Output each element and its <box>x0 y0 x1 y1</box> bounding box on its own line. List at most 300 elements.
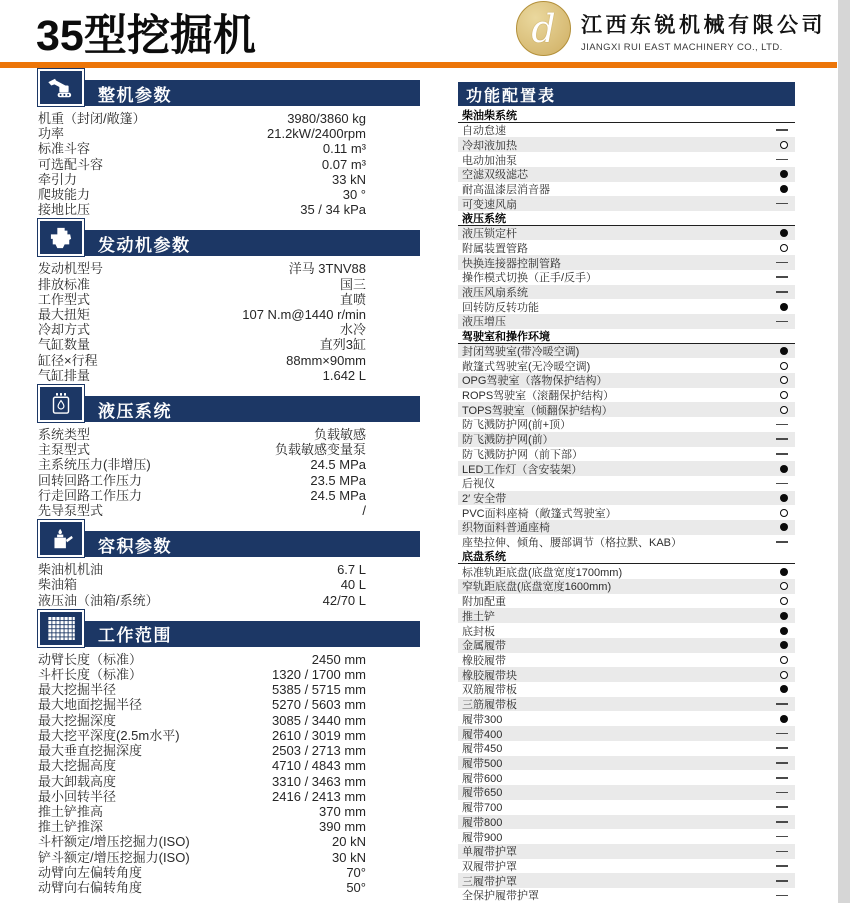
config-row <box>458 653 795 668</box>
spec-label: 推土铲推高 <box>38 803 104 819</box>
spec-label: 行走回路工作压力 <box>38 487 143 503</box>
spec-section <box>38 80 420 217</box>
dash-availability-symbol <box>776 747 788 749</box>
config-row <box>458 520 795 535</box>
config-section-row <box>458 211 795 226</box>
config-item-label: 双筋履带板 <box>462 684 517 697</box>
config-row <box>458 859 795 874</box>
open-availability-symbol <box>780 597 788 605</box>
section-header-bar <box>38 621 420 647</box>
config-row <box>458 417 795 432</box>
config-item-label: 履带650 <box>462 787 503 800</box>
spec-value: 2450 mm <box>311 651 366 667</box>
spec-value: 1320 / 1700 mm <box>272 667 366 683</box>
logo-letter: d <box>531 6 556 51</box>
spec-sections-column <box>38 80 420 895</box>
spec-label: 最大挖掘深度 <box>38 712 117 728</box>
filled-availability-symbol <box>780 685 788 693</box>
spec-value: 0.11 m³ <box>322 141 366 157</box>
spec-label: 气缸排量 <box>38 367 91 383</box>
section-title: 整机参数 <box>98 85 172 105</box>
dash-availability-symbol <box>776 203 788 205</box>
spec-value: 50° <box>346 879 366 895</box>
section-rows <box>38 557 420 608</box>
spec-label: 动臂向右偏转角度 <box>38 879 143 895</box>
spec-label: 推土铲推深 <box>38 819 104 835</box>
filled-availability-symbol <box>780 465 788 473</box>
spec-label: 动臂向左偏转角度 <box>38 864 143 880</box>
filled-availability-symbol <box>780 494 788 502</box>
config-item-label: 自动怠速 <box>462 125 506 138</box>
config-row <box>458 137 795 152</box>
spec-value: 88mm×90mm <box>286 352 366 368</box>
spec-value: 35 / 34 kPa <box>300 202 366 218</box>
config-item-label: TOPS驾驶室（倾翻保护结构） <box>462 404 613 417</box>
spec-value: 30 kN <box>332 849 366 865</box>
config-row <box>458 697 795 712</box>
config-item-label: 空滤双级滤芯 <box>462 169 528 182</box>
config-item-label: 单履带护罩 <box>462 846 517 859</box>
spec-value: 30 ° <box>342 187 366 203</box>
dash-availability-symbol <box>776 262 788 264</box>
spec-row <box>38 427 420 442</box>
config-item-label: 履带800 <box>462 816 503 829</box>
spec-label: 最大垂直挖掘深度 <box>38 743 143 759</box>
config-table-title: 功能配置表 <box>466 87 557 105</box>
dash-availability-symbol <box>776 733 788 735</box>
config-section-label: 液压系统 <box>462 212 506 225</box>
spec-value: 70° <box>346 864 366 880</box>
spec-label: 柴油箱 <box>38 577 78 593</box>
spec-row <box>38 743 420 758</box>
filled-availability-symbol <box>780 347 788 355</box>
spec-value: 国三 <box>339 276 366 292</box>
spec-value: 水冷 <box>339 322 366 338</box>
spec-value: 0.07 m³ <box>321 156 366 172</box>
spec-value: 6.7 L <box>337 562 366 578</box>
spec-label: 铲斗额定/增压挖掘力(ISO) <box>38 849 190 865</box>
open-availability-symbol <box>780 509 788 517</box>
spec-row <box>38 141 420 156</box>
config-row <box>458 594 795 609</box>
config-row <box>458 491 795 506</box>
spec-label: 最大卸载高度 <box>38 773 117 789</box>
config-row <box>458 726 795 741</box>
spec-label: 气缸数量 <box>38 337 91 353</box>
spec-row <box>38 865 420 880</box>
spec-value: 390 mm <box>319 819 366 835</box>
spec-row <box>38 774 420 789</box>
config-row <box>458 314 795 329</box>
config-section-label: 驾驶室和操作环境 <box>462 330 550 343</box>
spec-row <box>38 126 420 141</box>
config-row <box>458 829 795 844</box>
open-availability-symbol <box>780 141 788 149</box>
spec-row <box>38 804 420 819</box>
config-row <box>458 800 795 815</box>
config-row <box>458 711 795 726</box>
config-row <box>458 505 795 520</box>
dash-availability-symbol <box>776 321 788 323</box>
config-item-label: 三履带护罩 <box>462 875 517 888</box>
config-item-label: 座垫拉伸、倾角、腰部调节（格拉默、KAB） <box>462 537 683 550</box>
config-item-label: 电动加油泵 <box>462 154 517 167</box>
config-row <box>458 564 795 579</box>
config-row <box>458 623 795 638</box>
section-title: 工作范围 <box>98 626 172 646</box>
spec-row <box>38 758 420 773</box>
config-row <box>458 285 795 300</box>
spec-label: 冷却方式 <box>38 322 91 338</box>
config-row <box>458 638 795 653</box>
dash-availability-symbol <box>776 438 788 440</box>
spec-row <box>38 261 420 276</box>
filled-availability-symbol <box>780 612 788 620</box>
spec-value: 20 kN <box>332 834 366 850</box>
spec-row <box>38 789 420 804</box>
config-item-label: 耐高温漆层消音器 <box>462 183 550 196</box>
open-availability-symbol <box>780 656 788 664</box>
config-section-row <box>458 329 795 344</box>
config-row <box>458 888 795 903</box>
dash-availability-symbol <box>776 424 788 426</box>
config-item-label: 底封板 <box>462 625 495 638</box>
spec-row <box>38 577 420 592</box>
config-item-label: 液压增压 <box>462 316 506 329</box>
spec-label: 主系统压力(非增压) <box>38 457 151 473</box>
dash-availability-symbol <box>776 291 788 293</box>
spec-value: 2416 / 2413 mm <box>272 788 366 804</box>
section-title: 容积参数 <box>98 536 172 556</box>
config-row <box>458 196 795 211</box>
config-row <box>458 770 795 785</box>
config-row <box>458 741 795 756</box>
filled-availability-symbol <box>780 303 788 311</box>
company-logo <box>516 1 571 56</box>
spec-row <box>38 473 420 488</box>
spec-row <box>38 337 420 352</box>
section-rows <box>38 422 420 518</box>
config-row <box>458 535 795 550</box>
dash-availability-symbol <box>776 806 788 808</box>
spec-row <box>38 667 420 682</box>
dash-availability-symbol <box>776 880 788 882</box>
config-item-label: 双履带护罩 <box>462 861 517 874</box>
spec-section <box>38 621 420 895</box>
spec-label: 柴油机机油 <box>38 562 104 578</box>
dash-availability-symbol <box>776 777 788 779</box>
config-row <box>458 432 795 447</box>
dash-availability-symbol <box>776 703 788 705</box>
spec-label: 发动机型号 <box>38 261 104 277</box>
spec-row <box>38 111 420 126</box>
config-item-label: 履带600 <box>462 772 503 785</box>
config-row <box>458 785 795 800</box>
config-row <box>458 388 795 403</box>
brand-text <box>581 5 826 53</box>
spec-row <box>38 834 420 849</box>
open-availability-symbol <box>780 376 788 384</box>
config-row <box>458 815 795 830</box>
open-availability-symbol <box>780 582 788 590</box>
config-row <box>458 152 795 167</box>
filled-availability-symbol <box>780 715 788 723</box>
spec-label: 牵引力 <box>38 171 78 187</box>
spec-row <box>38 880 420 895</box>
filled-availability-symbol <box>780 523 788 531</box>
config-item-label: 履带700 <box>462 802 503 815</box>
excavator-icon <box>38 69 84 106</box>
spec-row <box>38 353 420 368</box>
config-item-label: 标准轨距底盘(底盘宽度1700mm) <box>462 566 623 579</box>
config-table-column <box>458 82 795 903</box>
filled-availability-symbol <box>780 568 788 576</box>
dash-availability-symbol <box>776 276 788 278</box>
spec-value: 3085 / 3440 mm <box>272 712 366 728</box>
spec-row <box>38 277 420 292</box>
config-item-label: 快换连接器控制管路 <box>462 257 561 270</box>
config-row <box>458 402 795 417</box>
spec-row <box>38 457 420 472</box>
config-row <box>458 299 795 314</box>
spec-label: 排放标准 <box>38 276 91 292</box>
config-item-label: LED工作灯（含安装架） <box>462 463 583 476</box>
config-item-label: 窄轨距底盘(底盘宽度1600mm) <box>462 581 612 594</box>
config-item-label: 全保护履带护罩 <box>462 890 539 903</box>
config-row <box>458 476 795 491</box>
spec-value: 40 L <box>340 577 366 593</box>
spec-label: 可选配斗容 <box>38 156 104 172</box>
spec-value: 5270 / 5603 mm <box>272 697 366 713</box>
spec-row <box>38 488 420 503</box>
spec-label: 最大挖掘高度 <box>38 758 117 774</box>
open-availability-symbol <box>780 244 788 252</box>
config-row <box>458 447 795 462</box>
config-item-label: 履带300 <box>462 713 503 726</box>
spec-row <box>38 442 420 457</box>
spec-row <box>38 850 420 865</box>
config-item-label: 封闭驾驶室(带冷暖空调) <box>462 345 580 358</box>
config-item-label: OPG驾驶室（落物保护结构） <box>462 375 608 388</box>
spec-label: 机重（封闭/敞篷） <box>38 111 146 126</box>
config-item-label: 冷却液加热 <box>462 139 517 152</box>
spec-value: 107 N.m@1440 r/min <box>242 307 366 323</box>
config-row <box>458 844 795 859</box>
section-title: 发动机参数 <box>98 235 191 255</box>
spec-section <box>38 230 420 383</box>
config-table-header-bar <box>458 82 795 106</box>
config-item-label: 织物面料普通座椅 <box>462 522 550 535</box>
spec-label: 液压油（油箱/系统） <box>38 592 159 608</box>
engine-icon <box>38 219 84 256</box>
dash-availability-symbol <box>776 483 788 485</box>
spec-label: 爬坡能力 <box>38 187 91 203</box>
config-row <box>458 461 795 476</box>
spec-label: 系统类型 <box>38 427 91 443</box>
config-row <box>458 873 795 888</box>
spec-value: 23.5 MPa <box>310 472 366 488</box>
config-item-label: 履带400 <box>462 728 503 741</box>
config-section-row <box>458 550 795 565</box>
config-row <box>458 123 795 138</box>
config-row <box>458 358 795 373</box>
spec-row <box>38 368 420 383</box>
config-row <box>458 270 795 285</box>
spec-label: 缸径×行程 <box>38 352 98 368</box>
spec-row <box>38 593 420 608</box>
filled-availability-symbol <box>780 185 788 193</box>
config-row <box>458 608 795 623</box>
config-row <box>458 226 795 241</box>
filled-availability-symbol <box>780 641 788 649</box>
config-item-label: PVC面料座椅（敞篷式驾驶室） <box>462 507 617 520</box>
spec-row <box>38 728 420 743</box>
spec-label: 动臂长度（标准） <box>38 651 143 667</box>
spec-value: 负载敏感变量泵 <box>274 442 366 458</box>
section-header-bar <box>38 230 420 256</box>
spec-value: 2610 / 3019 mm <box>272 727 366 743</box>
config-row <box>458 182 795 197</box>
config-row <box>458 579 795 594</box>
spec-value: 33 kN <box>332 171 366 187</box>
config-row <box>458 167 795 182</box>
spec-label: 主泵型式 <box>38 442 91 458</box>
config-item-label: 2′ 安全带 <box>462 493 507 506</box>
spec-label: 工作型式 <box>38 291 91 307</box>
spec-value: 5385 / 5715 mm <box>272 682 366 698</box>
config-item-label: 橡胶履带 <box>462 654 506 667</box>
config-row <box>458 344 795 359</box>
dash-availability-symbol <box>776 541 788 543</box>
config-item-label: 附属装置管路 <box>462 242 528 255</box>
spec-label: 先导泵型式 <box>38 503 104 519</box>
spec-label: 斗杆长度（标准） <box>38 667 143 683</box>
dash-availability-symbol <box>776 762 788 764</box>
dash-availability-symbol <box>776 851 788 853</box>
config-row <box>458 373 795 388</box>
config-row <box>458 682 795 697</box>
page-edge-strip <box>838 0 850 903</box>
config-item-label: ROPS驾驶室（滚翻保护结构） <box>462 390 615 403</box>
spec-value: 42/70 L <box>322 592 366 608</box>
spec-value: 3310 / 3463 mm <box>272 773 366 789</box>
open-availability-symbol <box>780 671 788 679</box>
config-section-label: 柴油柴系统 <box>462 109 517 122</box>
spec-row <box>38 503 420 518</box>
config-item-label: 防飞溅防护网（前下部） <box>462 448 583 461</box>
config-item-label: 回转防反转功能 <box>462 301 539 314</box>
spec-label: 回转回路工作压力 <box>38 472 143 488</box>
section-header-bar <box>38 80 420 106</box>
config-section-row <box>458 108 795 123</box>
company-name-cn: 江西东锐机械有限公司 <box>581 13 826 37</box>
config-item-label: 可变速风扇 <box>462 198 517 211</box>
spec-row <box>38 187 420 202</box>
spec-row <box>38 713 420 728</box>
spec-label: 最大地面挖掘半径 <box>38 697 143 713</box>
spec-label: 最大扭矩 <box>38 307 91 323</box>
spec-value: 4710 / 4843 mm <box>272 758 366 774</box>
spec-row <box>38 562 420 577</box>
config-item-label: 橡胶履带块 <box>462 669 517 682</box>
config-item-label: 操作模式切换（正手/反手） <box>462 272 598 285</box>
spec-value: 21.2kW/2400rpm <box>267 126 366 142</box>
dash-availability-symbol <box>776 159 788 161</box>
oilcan-icon <box>38 520 84 557</box>
spec-label: 斗杆额定/增压挖掘力(ISO) <box>38 834 190 850</box>
spec-value: 2503 / 2713 mm <box>272 743 366 759</box>
section-rows <box>38 256 420 383</box>
config-table-rows <box>458 108 795 903</box>
spec-value: 洋马 3TNV88 <box>288 261 366 277</box>
spec-label: 功率 <box>38 126 65 142</box>
spec-value: 直列3缸 <box>319 337 366 353</box>
open-availability-symbol <box>780 391 788 399</box>
spec-row <box>38 157 420 172</box>
dash-availability-symbol <box>776 129 788 131</box>
brand-block <box>516 1 826 56</box>
dash-availability-symbol <box>776 792 788 794</box>
spec-value: 1.642 L <box>322 367 366 383</box>
spec-row <box>38 202 420 217</box>
spec-section <box>38 396 420 518</box>
spec-label: 标准斗容 <box>38 141 91 157</box>
config-item-label: 后视仪 <box>462 478 495 491</box>
config-row <box>458 240 795 255</box>
config-item-label: 履带450 <box>462 743 503 756</box>
config-section-label: 底盘系统 <box>462 551 506 564</box>
section-rows <box>38 647 420 895</box>
section-header-bar <box>38 396 420 422</box>
spec-label: 最小回转半径 <box>38 788 117 804</box>
dash-availability-symbol <box>776 895 788 897</box>
config-item-label: 推土铲 <box>462 610 495 623</box>
spec-row <box>38 819 420 834</box>
dash-availability-symbol <box>776 865 788 867</box>
spec-row <box>38 697 420 712</box>
spec-value: 24.5 MPa <box>310 457 366 473</box>
spec-value: 3980/3860 kg <box>287 111 366 126</box>
spec-row <box>38 322 420 337</box>
filled-availability-symbol <box>780 170 788 178</box>
spec-label: 最大挖平深度(2.5m水平) <box>38 727 180 743</box>
dash-availability-symbol <box>776 453 788 455</box>
spec-value: 负载敏感 <box>313 427 366 443</box>
config-item-label: 履带500 <box>462 757 503 770</box>
section-title: 液压系统 <box>98 401 172 421</box>
open-availability-symbol <box>780 406 788 414</box>
config-row <box>458 756 795 771</box>
config-item-label: 金属履带 <box>462 640 506 653</box>
config-item-label: 三筋履带板 <box>462 699 517 712</box>
spec-row <box>38 307 420 322</box>
spec-value: 24.5 MPa <box>310 487 366 503</box>
spec-value: 370 mm <box>319 803 366 819</box>
header-divider <box>0 62 837 68</box>
company-name-en: JIANGXI RUI EAST MACHINERY CO., LTD. <box>581 41 783 53</box>
spec-row <box>38 652 420 667</box>
dash-availability-symbol <box>776 821 788 823</box>
config-row <box>458 255 795 270</box>
section-header-bar <box>38 531 420 557</box>
spec-section <box>38 531 420 608</box>
spec-row <box>38 682 420 697</box>
config-item-label: 液压风扇系统 <box>462 286 528 299</box>
config-item-label: 液压锁定杆 <box>462 228 517 241</box>
config-item-label: 履带900 <box>462 831 503 844</box>
config-item-label: 敞篷式驾驶室(无冷暖空调) <box>462 360 591 373</box>
section-rows <box>38 106 420 217</box>
